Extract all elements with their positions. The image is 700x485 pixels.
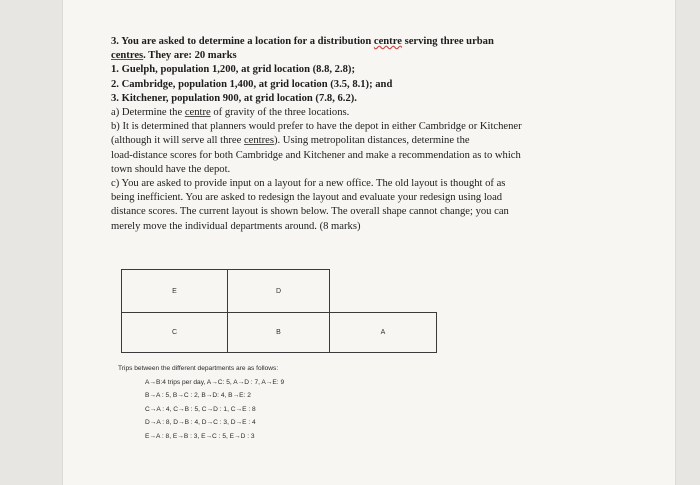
part-b-line4: town should have the depot. — [111, 163, 231, 175]
part-b-line3: load-distance scores for both Cambridge and Kitchener and make a recommendation as to which — [111, 149, 521, 161]
centre-word: centre — [373, 36, 402, 47]
trips-row-d: D→A : 8, D→B : 4, D→C : 3, D→E : 4 — [145, 419, 256, 427]
question-intro-line2: centres. They are: 20 marks — [111, 50, 237, 62]
document-page — [63, 0, 675, 485]
department-b: B — [227, 312, 330, 353]
part-c-line4: merely move the individual departments around. (8 marks) — [111, 220, 361, 232]
city-item-cambridge: 2. Cambridge, population 1,400, at grid location (3.5, 8.1); and — [111, 78, 393, 90]
trips-table — [118, 362, 284, 444]
trips-row-b: B→A : 5, B→C : 2, B→D: 4, B→E: 2 — [145, 392, 251, 400]
city-item-kitchener: 3. Kitchener, population 900, at grid location (7.8, 6.2). — [111, 92, 357, 104]
question-intro-line1: 3. You are asked to determine a location for a distribution centre serving three urban — [111, 36, 494, 47]
part-b-line1: b) It is determined that planners would prefer to have the depot in either Cambridge or Kitchener — [111, 121, 522, 133]
part-c-line1: c) You are asked to provide input on a layout for a new office. The old layout is thought of as — [111, 178, 506, 190]
department-c: C — [121, 312, 228, 353]
centres-word: centres — [111, 50, 144, 62]
department-a: A — [329, 312, 437, 353]
part-b-line2: (although it will serve all three centres). Using metropolitan distances, determine the — [111, 135, 470, 147]
part-c-line3: distance scores. The current layout is shown below. The overall shape cannot change; you can — [111, 206, 509, 218]
trips-heading: Trips between the different departments are as follows: — [118, 365, 279, 372]
department-e: E — [121, 269, 228, 313]
city-item-guelph: 1. Guelph, population 1,200, at grid location (8.8, 2.8); — [111, 64, 355, 76]
part-c-line2: being inefficient. You are asked to redesign the layout and evaluate your redesign using load — [111, 192, 503, 204]
trips-row-a: A→B:4 trips per day, A→C: 5, A→D : 7, A→E: 9 — [145, 378, 285, 386]
office-layout-diagram — [121, 269, 437, 353]
question-text — [111, 35, 631, 234]
trips-row-c: C→A : 4, C→B : 5, C→D : 1, C→E : 8 — [145, 405, 256, 413]
trips-row-e: E→A : 8, E→B : 3, E→C : 5, E→D : 3 — [145, 432, 255, 440]
part-a: a) Determine the centre of gravity of the three locations. — [111, 107, 350, 119]
department-d: D — [227, 269, 330, 313]
